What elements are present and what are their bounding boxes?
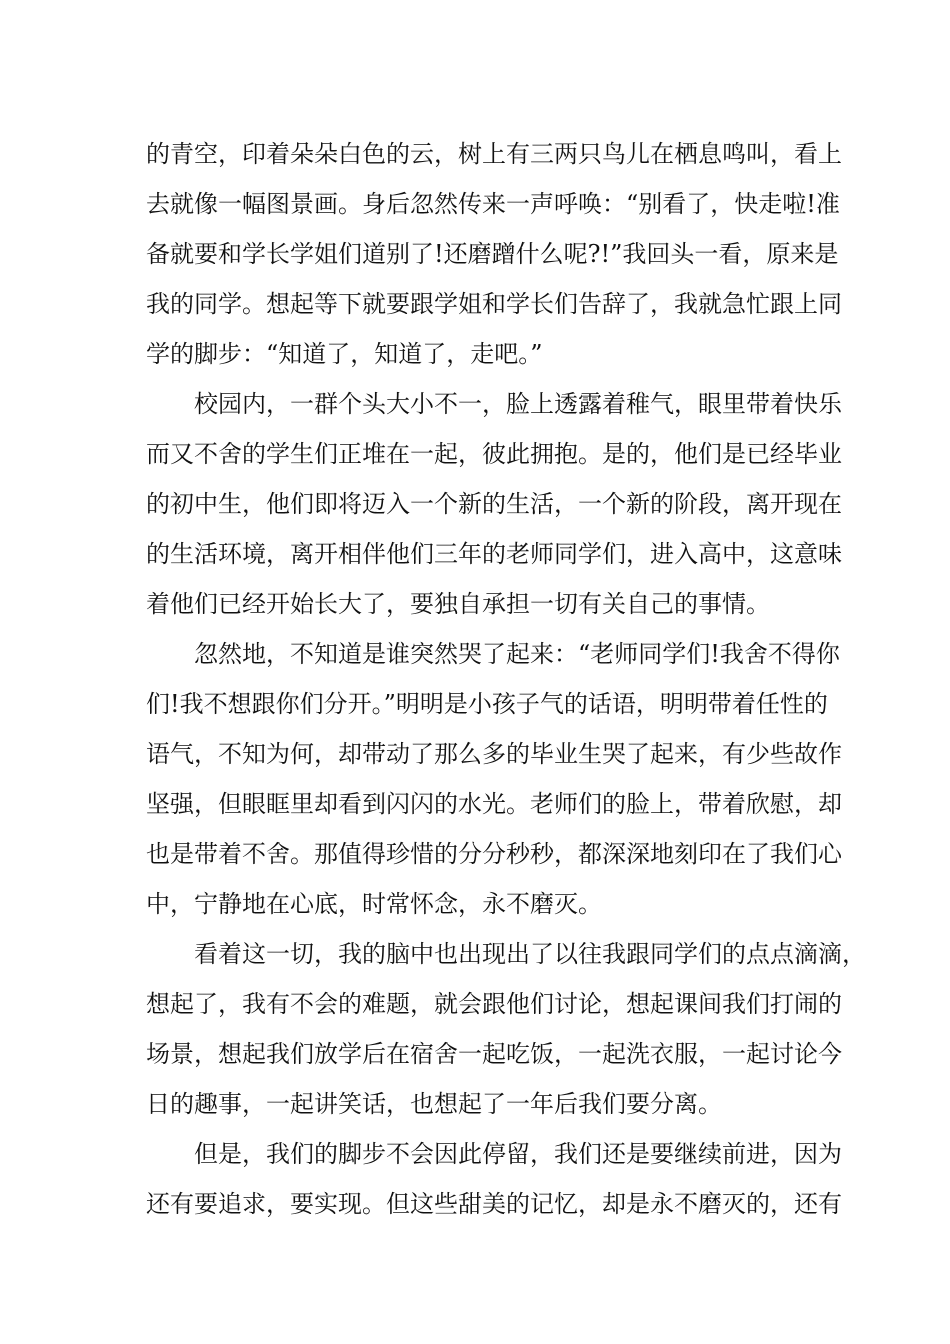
text-line: 的青空，印着朵朵白色的云，树上有三两只鸟儿在栖息鸣叫，看上 xyxy=(146,140,842,168)
text-line: 的生活环境，离开相伴他们三年的老师同学们，进入高中，这意味 xyxy=(146,540,842,568)
text-line: 去就像一幅图景画。身后忽然传来一声呼唤：“别看了，快走啦!准 xyxy=(146,190,840,218)
text-line: 们!我不想跟你们分开。”明明是小孩子气的话语，明明带着任性的 xyxy=(146,690,828,718)
text-line: 也是带着不舍。那值得珍惜的分分秒秒，都深深地刻印在了我们心 xyxy=(146,840,842,868)
text-line: 的初中生，他们即将迈入一个新的生活，一个新的阶段，离开现在 xyxy=(146,490,842,518)
body-text xyxy=(146,129,866,1229)
text-line: 而又不舍的学生们正堆在一起，彼此拥抱。是的，他们是已经毕业 xyxy=(146,440,842,468)
paragraph-first-line: 但是，我们的脚步不会因此停留，我们还是要继续前进，因为 xyxy=(194,1140,842,1168)
text-line: 语气，不知为何，却带动了那么多的毕业生哭了起来，有少些故作 xyxy=(146,740,842,768)
text-line: 着他们已经开始长大了，要独自承担一切有关自己的事情。 xyxy=(146,590,770,618)
paragraph-first-line: 校园内，一群个头大小不一，脸上透露着稚气，眼里带着快乐 xyxy=(194,390,842,418)
text-line: 想起了，我有不会的难题，就会跟他们讨论，想起课间我们打闹的 xyxy=(146,990,842,1018)
text-line: 备就要和学长学姐们道别了!还磨蹭什么呢?!”我回头一看，原来是 xyxy=(146,240,839,268)
text-line: 日的趣事，一起讲笑话，也想起了一年后我们要分离。 xyxy=(146,1090,722,1118)
text-line: 学的脚步：“知道了，知道了，走吧。” xyxy=(146,340,543,368)
paragraph-first-line: 忽然地，不知道是谁突然哭了起来：“老师同学们!我舍不得你 xyxy=(194,640,840,668)
text-line: 坚强，但眼眶里却看到闪闪的水光。老师们的脸上，带着欣慰，却 xyxy=(146,790,842,818)
text-line: 中，宁静地在心底，时常怀念，永不磨灭。 xyxy=(146,890,602,918)
text-line: 我的同学。想起等下就要跟学姐和学长们告辞了，我就急忙跟上同 xyxy=(146,290,842,318)
text-line: 场景，想起我们放学后在宿舍一起吃饭，一起洗衣服，一起讨论今 xyxy=(146,1040,842,1068)
text-line: 还有要追求，要实现。但这些甜美的记忆，却是永不磨灭的，还有 xyxy=(146,1190,842,1218)
paragraph-first-line: 看着这一切，我的脑中也出现出了以往我跟同学们的点点滴滴， xyxy=(194,940,866,968)
